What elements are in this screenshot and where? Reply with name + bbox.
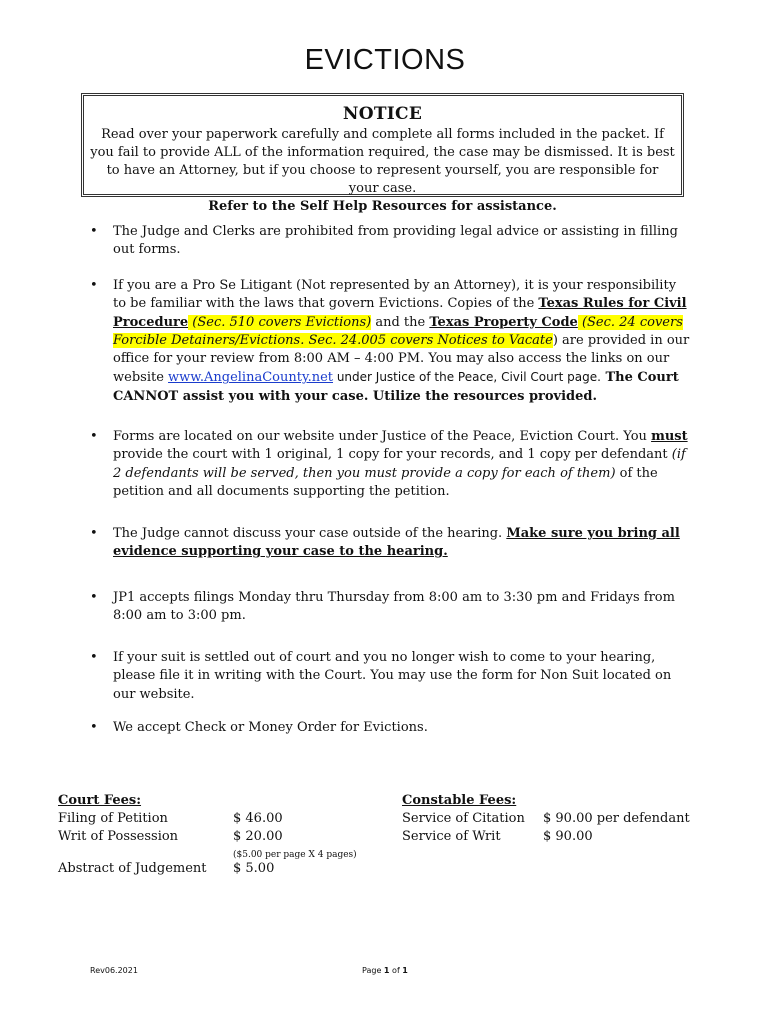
constable-fees-heading: Constable Fees:	[402, 793, 517, 808]
bullet-text: If your suit is settled out of court and you no longer wish to come to your hearing, please file it in writing with the Court. You may use the form for Non Suit located on our website.	[113, 650, 672, 702]
court-fees-heading: Court Fees:	[58, 793, 142, 808]
fee-row	[58, 860, 708, 878]
fee-amount: $ 46.00	[233, 811, 283, 826]
bullet-icon: •	[90, 526, 98, 541]
fee-row	[58, 828, 708, 846]
must-text: must	[651, 429, 688, 444]
list-item	[90, 525, 690, 562]
notice-body	[90, 126, 675, 216]
list-item	[90, 428, 690, 501]
angelina-county-link[interactable]: www.AngelinaCounty.net	[168, 370, 334, 386]
page-of: of	[389, 966, 403, 975]
bring-evidence-text: Make sure you bring all evidence supporting your case to the hearing.	[113, 526, 680, 560]
bullet-text: Forms are located on our website under Justice of the Peace, Eviction Court. You	[113, 429, 652, 444]
bullet-text: and the	[371, 314, 430, 330]
bullet-icon: •	[90, 590, 98, 605]
list-item	[90, 649, 690, 704]
list-item	[90, 223, 690, 260]
bullet-text: If you are a Pro Se Litigant (Not represented by an Attorney), it is your responsibility to be familiar with the laws that govern Evictions. Copies of the	[113, 278, 677, 312]
fee-label: Service of Writ	[402, 829, 501, 844]
bullet-icon: •	[90, 224, 98, 239]
fee-row	[58, 810, 708, 828]
notice-heading: NOTICE	[342, 104, 423, 124]
revision-label: Rev06.2021	[90, 966, 138, 975]
page-number	[362, 966, 408, 975]
bullet-icon: •	[90, 429, 98, 444]
court-cannot-assist-text: The Court CANNOT assist you with your case. Utilize the resources provided.	[113, 370, 679, 404]
list-item	[90, 277, 690, 406]
texas-rules-civil-procedure-text: Texas Rules for Civil Procedure	[113, 296, 687, 330]
defendants-note: (if 2 defendants will be served, then you must provide a copy for each of them)	[113, 447, 686, 481]
sec-24-highlight: (Sec. 24 covers Forcible Detainers/Evictions. Sec. 24.005 covers Notices to Vacate	[113, 314, 683, 348]
fee-label: Abstract of Judgement	[58, 861, 207, 876]
bullet-text: of the petition and all documents supporting the petition.	[113, 465, 658, 499]
writ-fee-note: ($5.00 per page X 4 pages)	[233, 850, 357, 860]
list-item	[90, 589, 690, 626]
texas-property-code-text: Texas Property Code	[429, 314, 578, 330]
notice-body-text: Read over your paperwork carefully and complete all forms included in the packet. If you fail to provide ALL of the information required, the case may be dismissed. It is best to have an Attorney, but if you choose to represent yourself, you are responsible for your case.	[90, 127, 675, 196]
sec-510-highlight: (Sec. 510 covers Evictions)	[188, 314, 372, 330]
bullet-text: The Judge and Clerks are prohibited from providing legal advice or assisting in filling out forms.	[113, 224, 678, 258]
fee-amount: $ 90.00 per defendant	[543, 811, 690, 826]
fees-heading-row	[58, 792, 708, 810]
fee-label: Filing of Petition	[58, 811, 168, 826]
bullet-text: under Justice of the Peace, Civil Court page.	[333, 370, 601, 385]
page-current: 1	[383, 966, 390, 975]
page-prefix: Page	[362, 966, 384, 975]
bullet-text: The Judge cannot discuss your case outside of the hearing.	[113, 526, 507, 541]
notice-box	[81, 93, 684, 214]
notice-reference: Refer to the Self Help Resources for assistance.	[208, 199, 557, 214]
bullet-icon: •	[90, 650, 98, 665]
bullet-text: ) are provided in our office for your review from 8:00 AM – 4:00 PM. You may also access the links on our website	[113, 332, 690, 386]
fee-amount: $ 5.00	[233, 861, 275, 876]
fee-label: Service of Citation	[402, 811, 525, 826]
page-title: EVICTIONS	[304, 44, 466, 76]
bullet-text: JP1 accepts filings Monday thru Thursday from 8:00 am to 3:30 pm and Fridays from 8:00 am to 3:00 pm.	[113, 590, 675, 624]
bullet-icon: •	[90, 278, 98, 293]
fee-amount: $ 20.00	[233, 829, 283, 844]
bullet-icon: •	[90, 720, 98, 735]
page-total: 1	[402, 966, 408, 975]
fee-label: Writ of Possession	[58, 829, 179, 844]
fee-amount: $ 90.00	[543, 829, 593, 844]
bullet-text: We accept Check or Money Order for Evictions.	[113, 720, 428, 735]
list-item	[90, 719, 690, 737]
bullet-text: provide the court with 1 original, 1 copy for your records, and 1 copy per defendant	[113, 447, 672, 463]
